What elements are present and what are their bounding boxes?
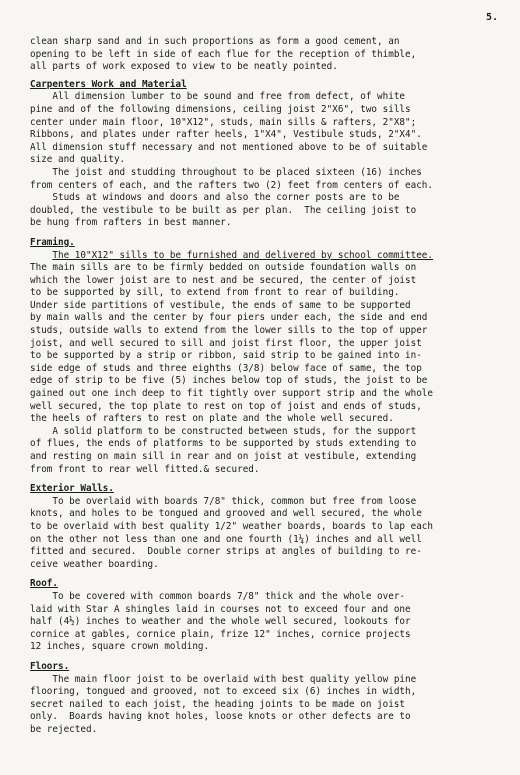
text-line: which the lower joist are to nest and be secured, the center of joist: [30, 274, 417, 286]
text-line: by main walls and the center by four piers under each, the side and end: [30, 312, 428, 324]
section-heading: Floors.: [30, 660, 70, 672]
text-line: knots, and holes to be tongued and grooved and well secured, the whole: [30, 508, 422, 520]
text-line: only. Boards having knot holes, loose knots or other defects are to: [30, 711, 411, 723]
text-line: center under main floor, 10"X12", studs, main sills & rafters, 2"X8";: [30, 116, 417, 128]
text-line: to be supported by a strip or ribbon, said strip to be gained into in-: [30, 350, 422, 362]
text-line: flooring, tongued and grooved, not to exceed six (6) inches in width,: [30, 686, 417, 698]
text-line: gained out one inch deep to fit tightly over support strip and the whole: [30, 388, 433, 400]
text-line: of flues, the ends of platforms to be supported by studs extending to: [30, 438, 417, 450]
text-line: 12 inches, square crown molding.: [30, 641, 210, 653]
intro-paragraph: [30, 36, 492, 74]
text-line: The main sills are to be firmly bedded on outside foundation walls on: [30, 262, 417, 274]
underlined-lead-text: The 10"X12" sills to be furnished and delivered by school committee.: [52, 249, 434, 261]
section-heading: Framing.: [30, 236, 75, 248]
framing-lead-line: [30, 250, 492, 263]
text-line: joist, and well secured to sill and joist first floor, the upper joist: [30, 337, 422, 349]
text-line: A solid platform to be constructed between studs, for the support: [30, 425, 417, 437]
section-exterior-walls: [30, 483, 492, 571]
text-line: laid with Star A shingles laid in courses not to exceed four and one: [30, 603, 411, 615]
text-line: fitted and secured. Double corner strips at angles of building to re-: [30, 546, 422, 558]
text-line: to be supported by sill, to extend from front to rear of building.: [30, 287, 400, 299]
text-line: studs, outside walls to extend from the lower sills to the top of upper: [30, 325, 428, 337]
text-line: Ribbons, and plates under rafter heels, 1"X4", Vestibule studs, 2"X4".: [30, 129, 422, 141]
section-carpenters-work: [30, 79, 492, 230]
text-line: doubled, the vestibule to be built as per plan. The ceiling joist to: [30, 204, 417, 216]
section-heading: Exterior Walls.: [30, 483, 114, 495]
text-line: from centers of each, and the rafters two (2) feet from centers of each.: [30, 179, 433, 191]
text-line: half (4½) inches to weather and the whole well secured, lookouts for: [30, 616, 411, 628]
text-line: clean sharp sand and in such proportions as form a good cement, an: [30, 36, 400, 47]
section-floors: [30, 661, 492, 737]
text-line: be hung from rafters in best manner.: [30, 217, 232, 229]
text-line: be rejected.: [30, 723, 98, 735]
text-line: opening to be left in side of each flue for the reception of thimble,: [30, 48, 417, 60]
text-line: edge of strip to be five (5) inches below top of studs, the joist to be: [30, 375, 428, 387]
text-line: All dimension stuff necessary and not mentioned above to be of suitable: [30, 141, 428, 153]
section-heading: Carpenters Work and Material: [30, 78, 187, 90]
text-line: All dimension lumber to be sound and free from defect, of white: [30, 91, 406, 103]
section-heading: Roof.: [30, 578, 58, 590]
text-line: pine and of the following dimensions, ceiling joist 2"X6", two sills: [30, 103, 411, 115]
text-line: size and quality.: [30, 154, 126, 166]
text-line: well secured, the top plate to rest on top of joist and ends of studs,: [30, 400, 422, 412]
section-framing: [30, 237, 492, 476]
text-line: to be overlaid with best quality 1/2" weather boards, boards to lap each: [30, 520, 433, 532]
text-line: Under side partitions of vestibule, the ends of same to be supported: [30, 299, 411, 311]
text-line: side edge of studs and three eighths (3/8) below face of same, the top: [30, 362, 422, 374]
text-line: and resting on main sill in rear and on joist at vestibule, extending: [30, 451, 417, 462]
lead-indent: [30, 250, 52, 261]
text-line: The joist and studding throughout to be placed sixteen (16) inches: [30, 166, 422, 178]
text-line: Studs at windows and doors and also the corner posts are to be: [30, 192, 400, 204]
text-line: cornice at gables, cornice plain, frize 12" inches, cornice projects: [30, 628, 411, 640]
text-line: To be overlaid with boards 7/8" thick, common but free from loose: [30, 495, 417, 507]
text-line: from front to rear well fitted.& secured.: [30, 463, 260, 475]
text-line: on the other not less than one and one fourth (1¼) inches and all well: [30, 533, 422, 545]
text-line: ceive weather boarding.: [30, 558, 159, 570]
text-line: The main floor joist to be overlaid with best quality yellow pine: [30, 673, 417, 685]
text-line: the heels of rafters to rest on plate and the whole well secured.: [30, 413, 394, 425]
section-roof: [30, 578, 492, 654]
text-line: To be covered with common boards 7/8" thick and the whole over-: [30, 590, 406, 602]
page-number: 5.: [485, 12, 498, 23]
text-line: all parts of work exposed to view to be neatly pointed.: [30, 61, 338, 73]
text-line: secret nailed to each joist, the heading joints to be made on joist: [30, 698, 406, 710]
